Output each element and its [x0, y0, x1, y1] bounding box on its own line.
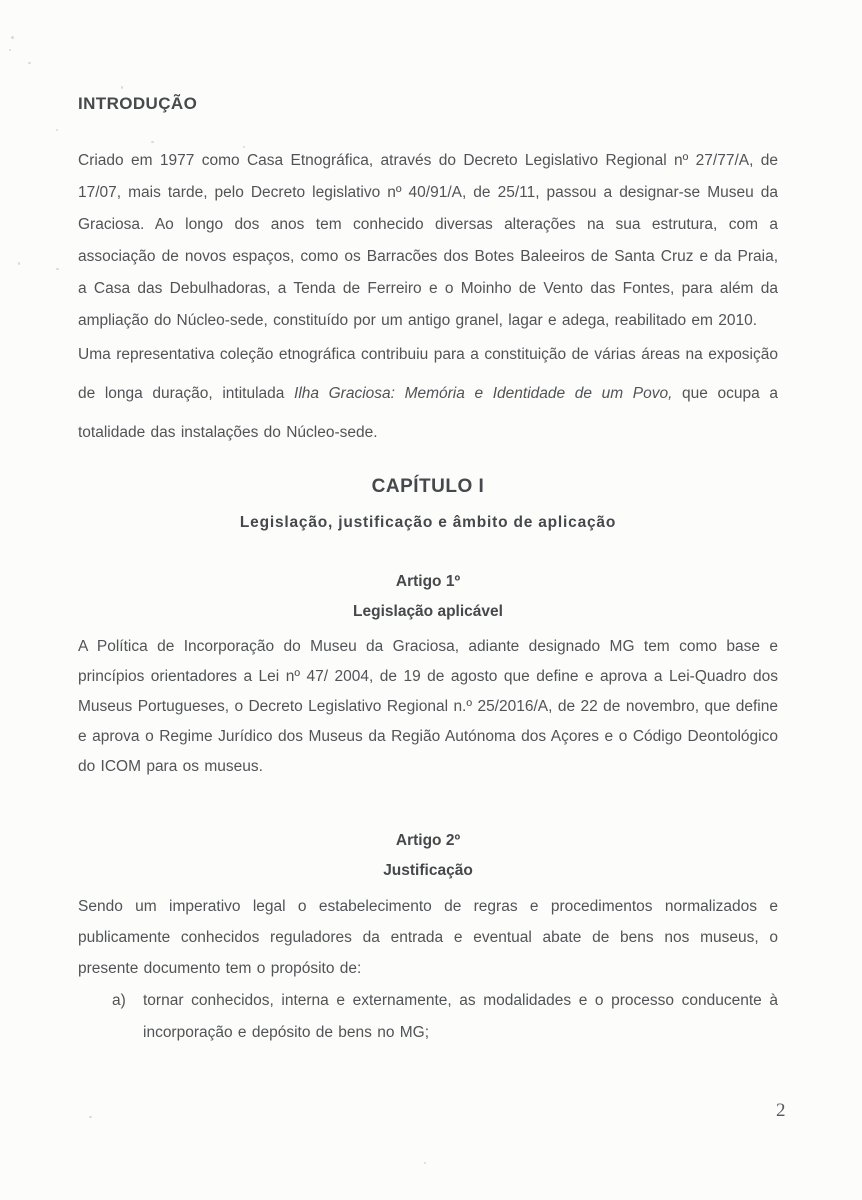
scan-speckle	[18, 262, 20, 265]
intro-paragraph-1: Criado em 1977 como Casa Etnográfica, através do Decreto Legislativo Regional nº 27/77/A, de 17/07, mais tarde, pelo Decreto legislativo nº 40/91/A, de 25/11, passou a designar-se Museu da Graciosa. Ao longo dos anos tem conhecido diversas alterações na sua estrutura, com a associação de novos espaços, como os Barracões dos Botes Baleeiros de Santa Cruz e da Praia, a Casa das Debulhadoras, a Tenda de Ferreiro e o Moinho de Vento das Fontes, para além da ampliação do Núcleo-sede, constituído por um antigo granel, lagar e adega, reabilitado em 2010.	[78, 152, 778, 329]
intro-paragraph-2-lead: Uma representativa coleção etnográfica contribuiu para a constituição de várias áreas na exposição de longa duração, intitulada	[78, 346, 778, 402]
list-item-a-marker: a)	[112, 992, 126, 1009]
scan-speckle	[11, 36, 14, 39]
scan-speckle	[243, 146, 245, 148]
scan-speckle	[121, 86, 123, 89]
list-item-a	[78, 985, 778, 1049]
scan-speckle	[89, 1116, 92, 1118]
chapter-1-title: CAPÍTULO I	[371, 476, 485, 497]
chapter-1-subtitle: Legislação, justificação e âmbito de aplicação	[239, 514, 617, 531]
article-1-title: Artigo 1º	[395, 573, 461, 590]
scan-speckle	[151, 141, 154, 143]
article-2-title: Artigo 2º	[395, 832, 461, 849]
article-1-subtitle: Legislação aplicável	[353, 603, 503, 620]
scan-speckle	[56, 268, 59, 270]
scan-speckle	[56, 129, 58, 131]
scan-speckle	[424, 1162, 426, 1164]
section-heading-introducao: INTRODUÇÃO	[78, 94, 198, 113]
page-number: 2	[776, 1100, 786, 1121]
list-item-a-text: tornar conhecidos, interna e externamente, as modalidades e o processo conducente à incorporação e depósito de bens no MG;	[143, 992, 778, 1041]
article-2-body: Sendo um imperativo legal o estabelecimento de regras e procedimentos normalizados e publicamente conhecidos reguladores da entrada e eventual abate de bens nos museus, o presente documento tem o propósito de:	[78, 898, 778, 977]
exhibition-title-italic: Ilha Graciosa: Memória e Identidade de um Povo,	[294, 385, 673, 402]
scan-speckle	[9, 49, 11, 51]
scan-speckle	[28, 62, 31, 64]
intro-paragraph-2	[78, 335, 778, 452]
article-2-subtitle: Justificação	[383, 862, 473, 879]
article-1-body: A Política de Incorporação do Museu da Graciosa, adiante designado MG tem como base e princípios orientadores a Lei nº 47/ 2004, de 19 de agosto que define e aprova a Lei-Quadro dos Museus Portugueses, o Decreto Legislativo Regional n.º 25/2016/A, de 22 de novembro, que define e aprova o Regime Jurídico dos Museus da Região Autónoma dos Açores e o Código Deontológico do ICOM para os museus.	[78, 638, 778, 775]
intro-paragraph-2-tail: que ocupa a totalidade das instalações do Núcleo-sede.	[78, 385, 778, 441]
